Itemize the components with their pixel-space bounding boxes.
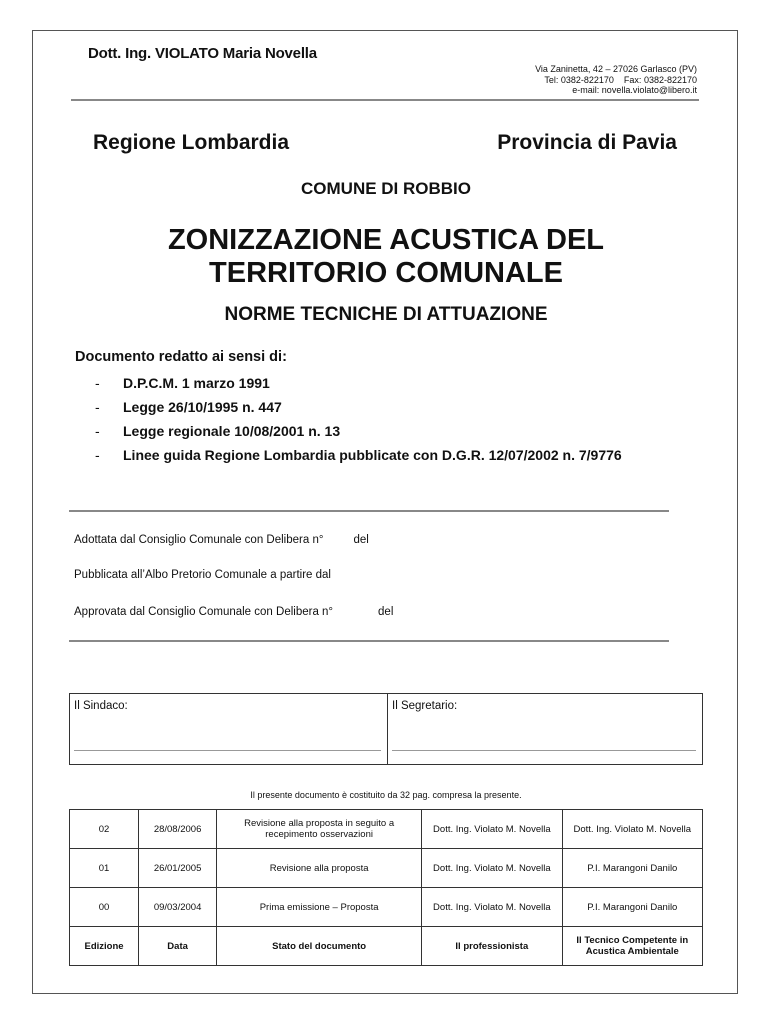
cell-data: 09/03/2004 [139, 888, 217, 927]
adoption-text: Adottata dal Consiglio Comunale con Delibera n° [74, 534, 324, 546]
section-divider [69, 640, 669, 642]
document-subtitle: NORME TECNICHE DI ATTUAZIONE [224, 304, 548, 325]
approval-del: del [378, 606, 394, 618]
cell-tecnico: P.I. Marangoni Danilo [562, 888, 702, 927]
table-row [70, 888, 703, 927]
section-divider [69, 510, 669, 512]
document-title [33, 224, 739, 290]
reference-item [95, 423, 340, 439]
cell-data: 28/08/2006 [139, 810, 217, 849]
secretary-signature-line [392, 750, 696, 751]
cell-professionista: Dott. Ing. Violato M. Novella [422, 888, 562, 927]
header-data: Data [139, 927, 217, 966]
cell-stato: Revisione alla proposta in seguito a recepimento osservazioni [217, 810, 422, 849]
region-label: Regione Lombardia [93, 131, 290, 154]
reference-text: Legge 26/10/1995 n. 447 [123, 399, 282, 415]
contact-address: Via Zaninetta, 42 – 27026 Garlasco (PV) [535, 64, 697, 74]
table-row [70, 849, 703, 888]
reference-dash: - [95, 447, 100, 463]
reference-item [95, 375, 270, 391]
secretary-label: Il Segretario: [392, 700, 458, 712]
secretary-signature-cell [388, 694, 702, 764]
author-name: Dott. Ing. VIOLATO Maria Novella [88, 45, 317, 62]
adoption-line [74, 534, 369, 546]
reference-text: Linee guida Regione Lombardia pubblicate con D.G.R. 12/07/2002 n. 7/9776 [123, 447, 622, 463]
mayor-signature-line [74, 750, 381, 751]
reference-dash: - [95, 399, 100, 415]
cell-tecnico: P.I. Marangoni Danilo [562, 849, 702, 888]
table-row [70, 810, 703, 849]
approval-text: Approvata dal Consiglio Comunale con Delibera n° [74, 606, 334, 618]
document-page [32, 30, 738, 994]
publication-line: Pubblicata all’Albo Pretorio Comunale a partire dal [74, 569, 331, 581]
reference-text: Legge regionale 10/08/2001 n. 13 [123, 423, 341, 439]
contact-email: e-mail: novella.violato@libero.it [572, 85, 697, 95]
header-professionista: Il professionista [422, 927, 562, 966]
cell-stato: Prima emissione – Proposta [217, 888, 422, 927]
revision-table [69, 809, 703, 966]
header-stato: Stato del documento [217, 927, 422, 966]
document-title-line2: TERRITORIO COMUNALE [209, 257, 563, 289]
cell-data: 26/01/2005 [139, 849, 217, 888]
province-label: Provincia di Pavia [497, 131, 677, 154]
contact-info [535, 64, 697, 96]
adoption-del: del [353, 534, 369, 546]
reference-text: D.P.C.M. 1 marzo 1991 [123, 375, 270, 391]
pages-note: Il presente documento è costituito da 32 pag. compresa la presente. [250, 790, 522, 800]
cell-professionista: Dott. Ing. Violato M. Novella [422, 849, 562, 888]
mayor-signature-cell [70, 694, 388, 764]
document-title-line1: ZONIZZAZIONE ACUSTICA DEL [167, 224, 605, 256]
reference-item [95, 399, 282, 415]
header-edizione: Edizione [70, 927, 139, 966]
reference-dash: - [95, 375, 100, 391]
header-divider [71, 99, 699, 101]
approval-line [74, 606, 393, 618]
reference-dash: - [95, 423, 100, 439]
cell-edizione: 02 [70, 810, 139, 849]
signature-box [69, 693, 703, 765]
cell-professionista: Dott. Ing. Violato M. Novella [422, 810, 562, 849]
cell-stato: Revisione alla proposta [217, 849, 422, 888]
references-intro: Documento redatto ai sensi di: [75, 349, 287, 365]
reference-item [95, 447, 622, 463]
header-tecnico: Il Tecnico Competente in Acustica Ambientale [562, 927, 702, 966]
municipality-label: COMUNE DI ROBBIO [301, 179, 471, 198]
cell-tecnico: Dott. Ing. Violato M. Novella [562, 810, 702, 849]
mayor-label: Il Sindaco: [74, 700, 128, 712]
contact-phone: Tel: 0382-822170 Fax: 0382-822170 [544, 74, 697, 85]
cell-edizione: 01 [70, 849, 139, 888]
cell-edizione: 00 [70, 888, 139, 927]
table-header-row [70, 927, 703, 966]
